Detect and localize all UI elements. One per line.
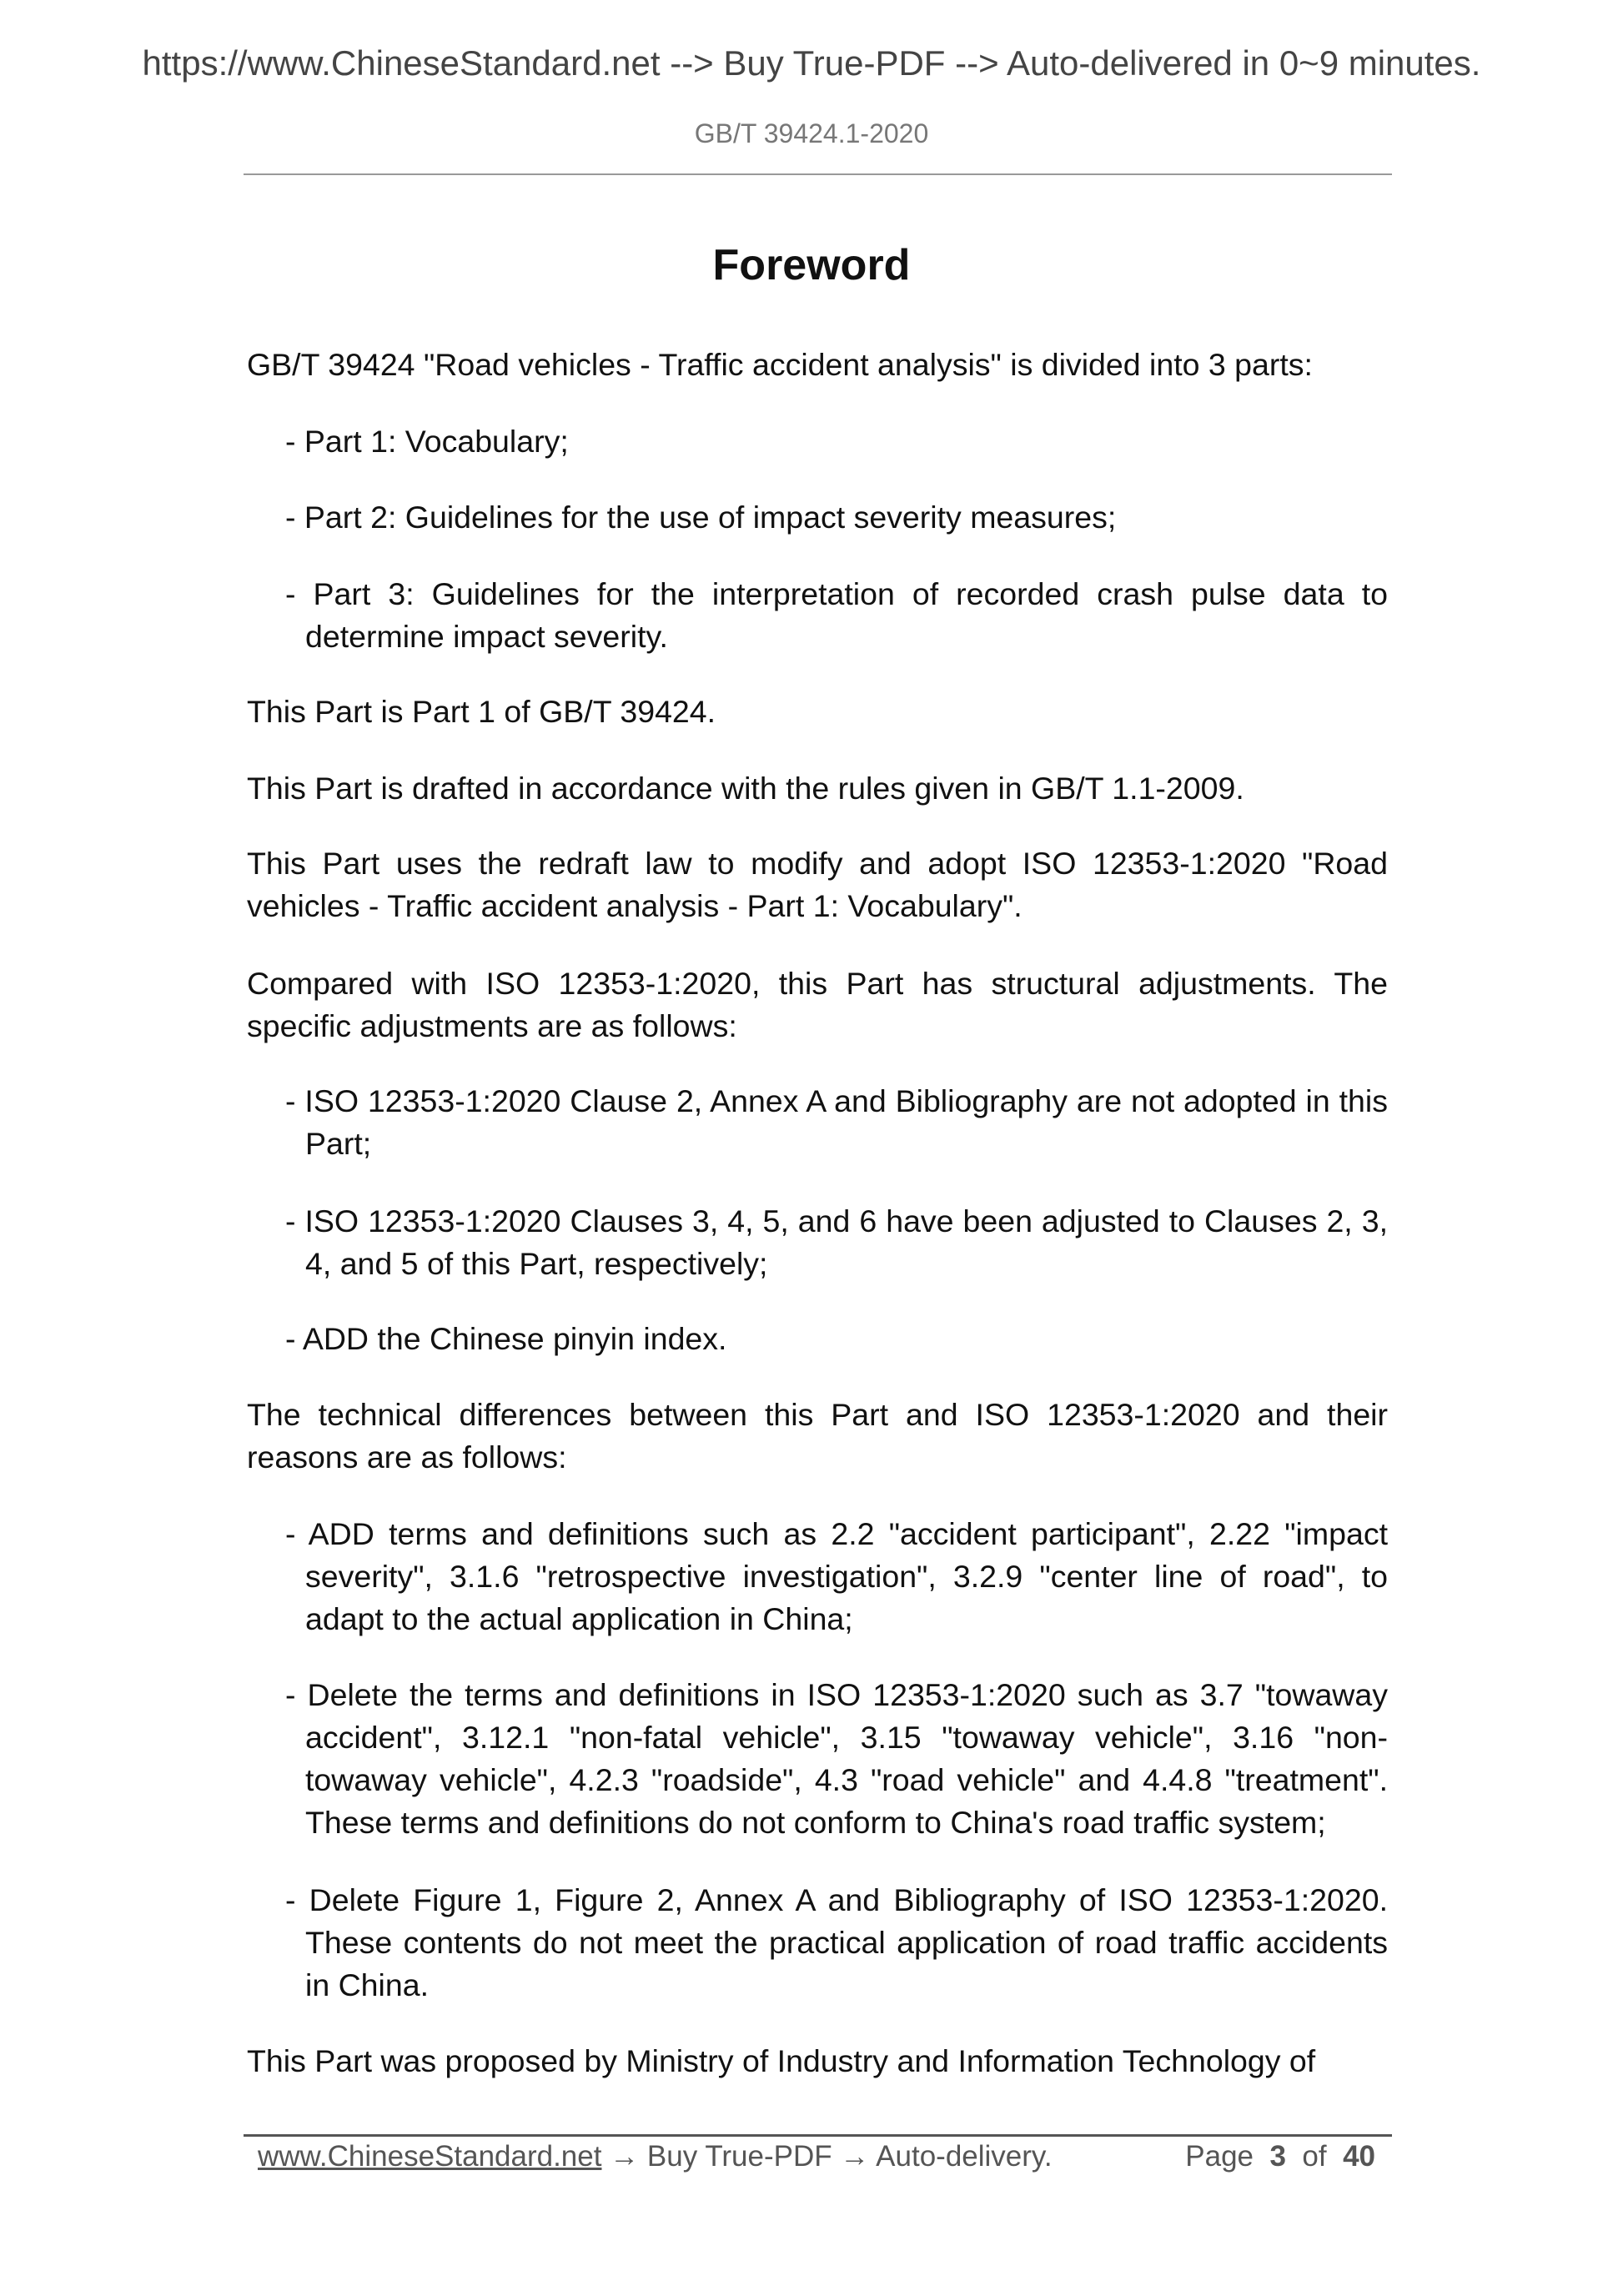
top-banner: https://www.ChineseStandard.net --> Buy True-PDF --> Auto-delivered in 0~9 minutes. [142,43,1481,83]
list-item: - ADD the Chinese pinyin index. [285,1321,727,1356]
footer-divider [244,2134,1392,2137]
list-item: - Delete Figure 1, Figure 2, Annex A and Bibliography of ISO 12353-1:2020. These contents do not meet the practical application of road traffic accidents in China. [285,1882,1388,2002]
footer [258,2140,1375,2173]
of-label: of [1302,2140,1327,2173]
paragraph: The technical differences between this Part and ISO 12353-1:2020 and their reasons are as follows: [247,1397,1388,1475]
page-total: 40 [1343,2140,1375,2173]
paragraph: GB/T 39424 "Road vehicles - Traffic accident analysis" is divided into 3 parts: [247,347,1313,382]
paragraph: This Part is Part 1 of GB/T 39424. [247,694,716,729]
list-item: - Part 3: Guidelines for the interpretation of recorded crash pulse data to determine impact severity. [285,576,1388,654]
paragraph: This Part was proposed by Ministry of Industry and Information Technology of [247,2043,1316,2078]
document-code: GB/T 39424.1-2020 [694,118,929,148]
page-current: 3 [1269,2140,1286,2173]
list-item: - Part 1: Vocabulary; [285,424,569,459]
paragraph: This Part uses the redraft law to modify and adopt ISO 12353-1:2020 "Road vehicles - Traffic accident analysis - Part 1: Vocabulary". [247,846,1388,923]
list-item: - ADD terms and definitions such as 2.2 "accident participant", 2.22 "impact severity", 3.1.6 "retrospective investigation", 3.2.9 "center line of road", to adapt to the actual application in China; [285,1516,1388,1636]
list-item: - ISO 12353-1:2020 Clause 2, Annex A and Bibliography are not adopted in this Part; [285,1083,1388,1161]
page-label: Page [1185,2140,1254,2173]
footer-link[interactable]: www.ChineseStandard.net [258,2140,602,2173]
paragraph: Compared with ISO 12353-1:2020, this Part has structural adjustments. The specific adjustments are as follows: [247,966,1388,1043]
footer-tagline: → Buy True-PDF → Auto-delivery. [601,2140,1053,2173]
paragraph: This Part is drafted in accordance with the rules given in GB/T 1.1-2009. [247,771,1244,806]
list-item: - Part 2: Guidelines for the use of impact severity measures; [285,500,1117,535]
page-indicator [1185,2140,1375,2173]
list-item: - ISO 12353-1:2020 Clauses 3, 4, 5, and 6 have been adjusted to Clauses 2, 3, 4, and 5 of this Part, respectively; [285,1203,1388,1281]
header-divider [244,173,1392,175]
page-title: Foreword [712,241,911,289]
list-item: - Delete the terms and definitions in ISO 12353-1:2020 such as 3.7 "towaway accident", 3.12.1 "non-fatal vehicle", 3.15 "towaway vehicle", 3.16 "non-towaway vehicle", 4.2.3 "roadside", 4.3 "road vehicle" and 4.4.8 "treatment". These terms and definitions do not conform to China's road traffic system; [285,1677,1388,1840]
